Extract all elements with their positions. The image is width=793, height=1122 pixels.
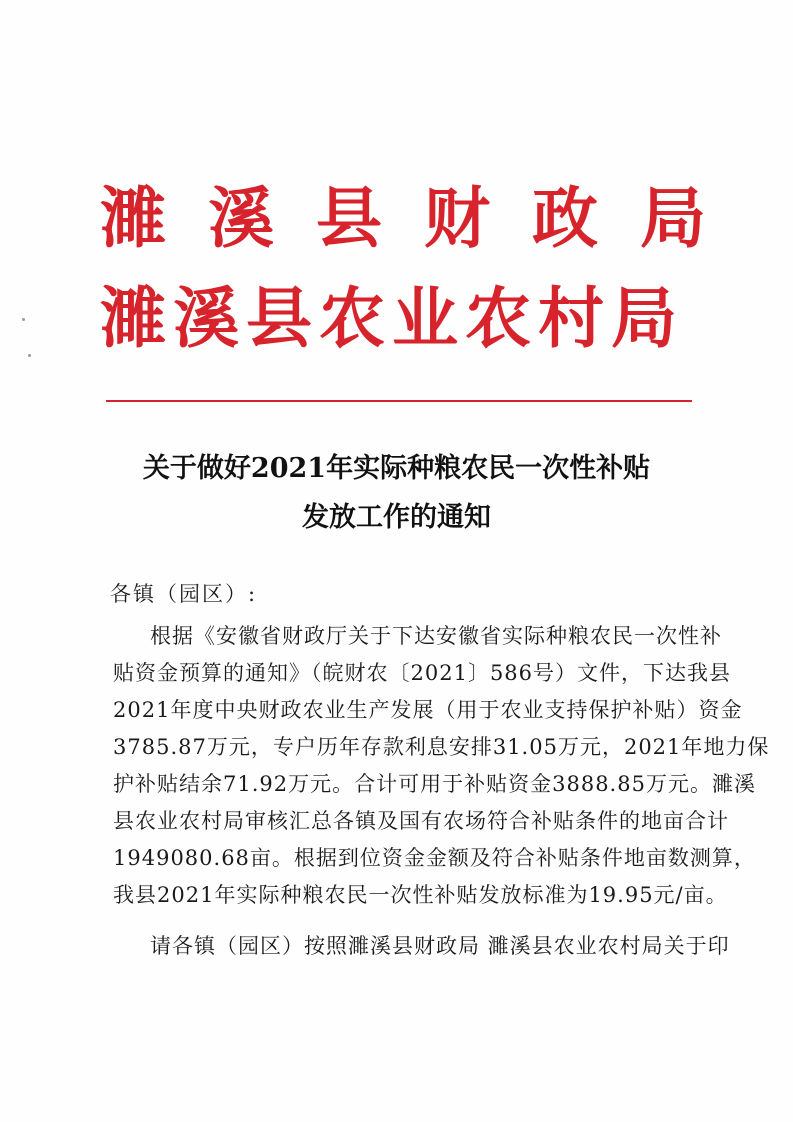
issuing-org-finance-bureau: 濉溪县财政局 [100,179,748,257]
red-header-divider [106,400,692,402]
body-line: 我县2021年实际种粮农民一次性补贴发放标准为19.95元/亩。 [113,883,728,907]
body-line: 护补贴结余71.92万元。合计可用于补贴资金3888.85万元。濉溪 [113,772,756,796]
document-title-line-1: 关于做好2021年实际种粮农民一次性补贴 [142,453,651,484]
body-line: 县农业农村局审核汇总各镇及国有农场符合补贴条件的地亩合计 [113,809,729,833]
salutation: 各镇（园区）: [110,582,258,606]
body-line: 1949080.68亩。根据到位资金金额及符合补贴条件地亩数测算， [113,846,756,870]
body-line: 3785.87万元，专户历年存款利息安排31.05万元，2021年地力保 [113,735,770,759]
scan-artifact [28,354,31,357]
body-line: 根据《安徽省财政厅关于下达安徽省实际种粮农民一次性补 [150,624,722,648]
body-line: 请各镇（园区）按照濉溪县财政局 濉溪县农业农村局关于印 [150,934,730,958]
document-title-line-2: 发放工作的通知 [302,502,491,533]
body-line: 2021年度中央财政农业生产发展（用于农业支持保护补贴）资金 [113,698,743,722]
issuing-org-agriculture-bureau: 濉溪县农业农村局 [100,279,684,357]
scan-artifact [22,318,25,321]
body-line: 贴资金预算的通知》（皖财农〔2021〕586号）文件，下达我县 [113,661,732,685]
